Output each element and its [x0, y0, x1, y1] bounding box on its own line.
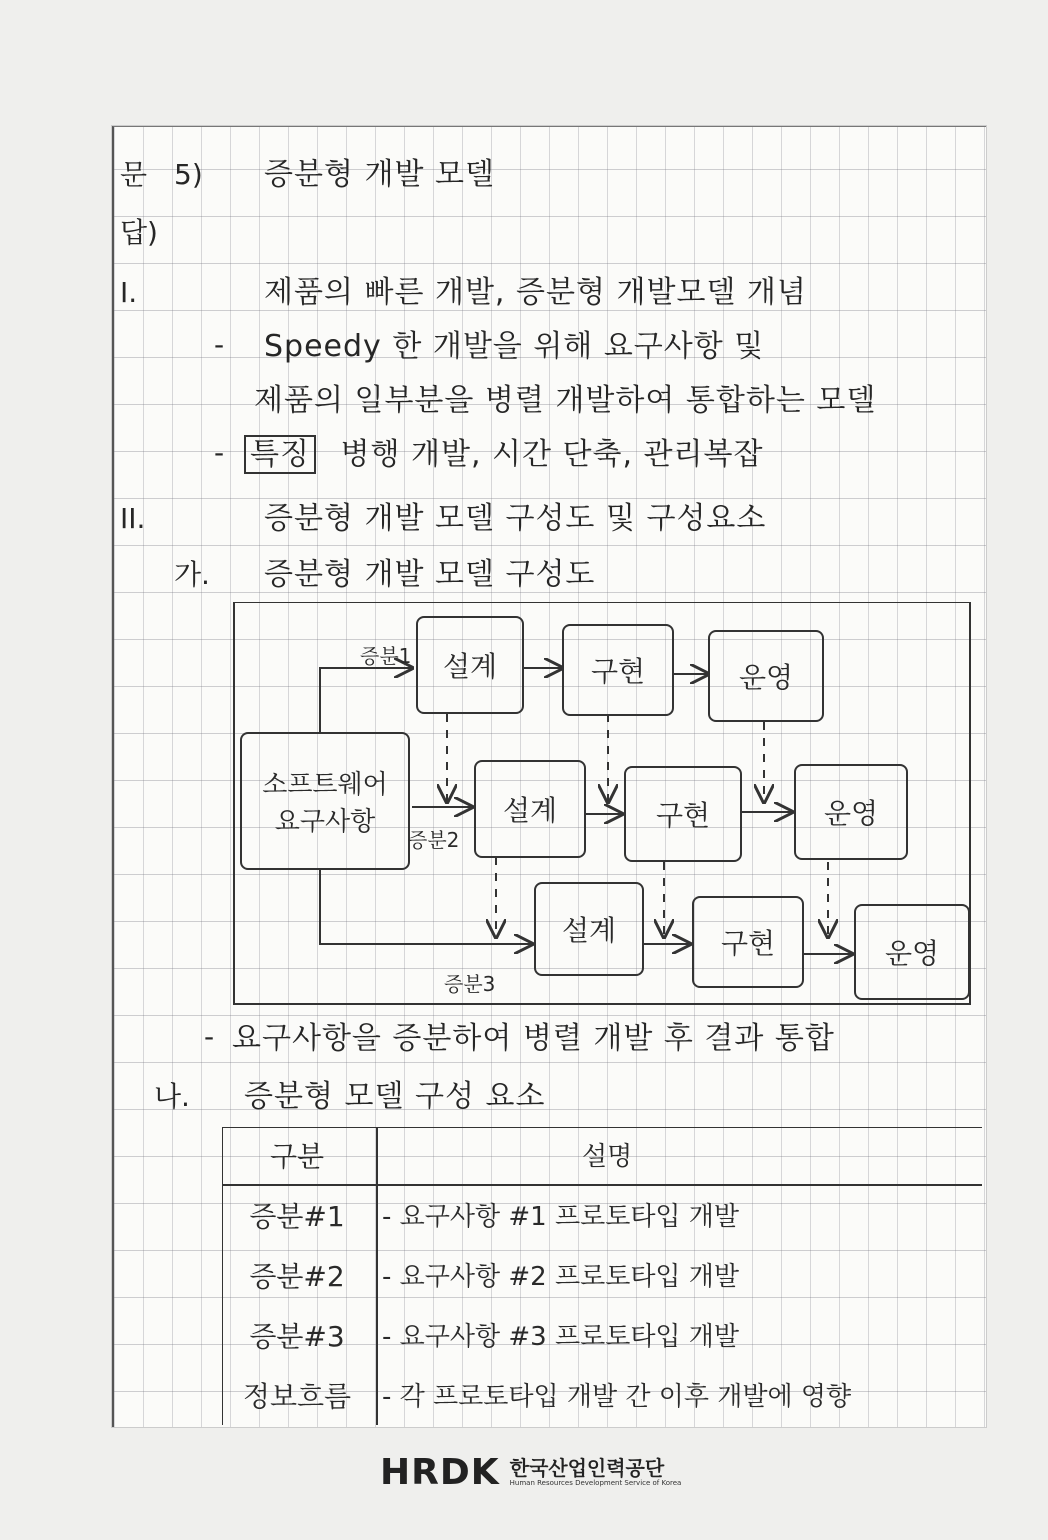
subsection-b-title: 증분형 모델 구성 요소 [244, 1079, 546, 1114]
inc3-operate-box: 운영 [854, 904, 970, 1000]
row-key: 증분#1 [249, 1200, 345, 1233]
subsection-b-number: 나. [154, 1080, 190, 1113]
row-key: 증분#3 [249, 1320, 345, 1353]
question-title: 증분형 개발 모델 [264, 157, 495, 192]
inc3-design-box: 설계 [534, 882, 644, 976]
section1-number: I. [120, 276, 138, 309]
row-value: - 요구사항 #2 프로토타입 개발 [382, 1262, 740, 1292]
feature-row [244, 435, 764, 475]
table-row [222, 1307, 982, 1367]
inc1-operate-box: 운영 [708, 630, 824, 722]
row-key: 정보흐름 [242, 1380, 352, 1413]
increment2-label: 증분2 [408, 828, 460, 852]
answer-sheet [112, 126, 986, 1427]
table-header [222, 1127, 982, 1187]
subsection-a-number: 가. [174, 558, 210, 591]
inc3-build-box: 구현 [692, 896, 804, 988]
header-key: 구분 [269, 1140, 325, 1173]
section1-title: 제품의 빠른 개발, 증분형 개발모델 개념 [264, 275, 807, 310]
inc2-build-box: 구현 [624, 766, 742, 862]
row-value: - 요구사항 #3 프로토타입 개발 [382, 1322, 740, 1352]
section1-bullet-line2: 제품의 일부분을 병렬 개발하여 통합하는 모델 [254, 383, 877, 418]
arrow-source-inc1 [320, 668, 412, 732]
incremental-model-diagram [232, 602, 972, 1007]
answer-mark: 답) [120, 216, 158, 249]
increment3-label: 증분3 [444, 972, 496, 996]
table-row [222, 1187, 982, 1247]
org-name-english: Human Resources Development Service of Korea [509, 1478, 682, 1487]
section2-number: II. [120, 502, 146, 535]
header-value: 설명 [582, 1142, 633, 1172]
inc1-build-box: 구현 [562, 624, 674, 716]
subsection-a-title: 증분형 개발 모델 구성도 [264, 557, 596, 592]
row-value: - 요구사항 #1 프로토타입 개발 [382, 1202, 740, 1232]
row-value: - 각 프로토타입 개발 간 이후 개발에 영향 [382, 1382, 852, 1412]
question-mark: 문 [120, 158, 148, 191]
section2-title: 증분형 개발 모델 구성도 및 구성요소 [264, 501, 767, 536]
question-number: 5) [174, 158, 203, 191]
feature-label: 특징 [244, 435, 316, 474]
footer-logo [380, 1450, 681, 1494]
increment1-label: 증분1 [360, 644, 412, 668]
org-name-korean: 한국산업인력공단 [509, 1455, 665, 1480]
bullet-dash: - [214, 328, 225, 361]
table-row [222, 1367, 982, 1427]
arrow-source-inc3 [320, 870, 532, 944]
source-line1: 소프트웨어 [262, 770, 388, 800]
hrdk-logo: HRDK [380, 1451, 500, 1493]
section1-bullet-line1: Speedy 한 개발을 위해 요구사항 및 [264, 329, 765, 364]
bullet-dash: - [214, 436, 225, 469]
feature-text: 병행 개발, 시간 단축, 관리복잡 [340, 437, 764, 472]
row-key: 증분#2 [249, 1260, 345, 1293]
bullet-dash: - [204, 1020, 215, 1053]
inc2-design-box: 설계 [474, 760, 586, 858]
diagram-summary: 요구사항을 증분하여 병렬 개발 후 결과 통합 [232, 1021, 835, 1056]
inc1-design-box: 설계 [416, 616, 524, 714]
source-line2: 요구사항 [274, 807, 376, 837]
table-row [222, 1247, 982, 1307]
inc2-operate-box: 운영 [794, 764, 908, 860]
software-requirements-box [240, 732, 410, 870]
org-name-block [510, 1457, 682, 1488]
